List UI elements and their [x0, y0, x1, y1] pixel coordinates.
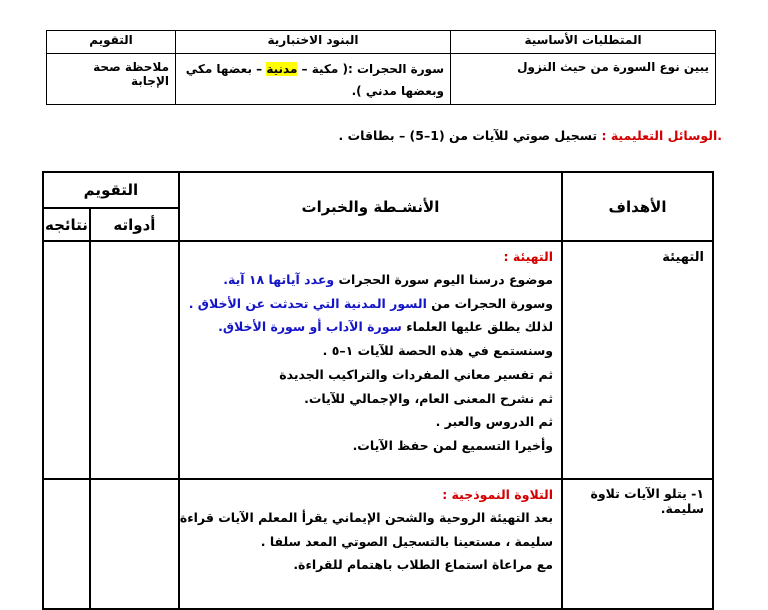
recitation-line: مع مراعاة استماع الطلاب باهتمام للقراءة.	[293, 557, 554, 573]
resources-text: تسجيل صوتي للآيات من (1–5) – بطاقات .	[338, 128, 598, 143]
recitation-line: سليمة ، مستعينا بالتسجيل الصوتي المعد سلفا .	[260, 533, 554, 549]
header-test-items: البنود الاختبارية	[176, 31, 451, 54]
resources-line	[339, 128, 723, 143]
evaluation-cell: ملاحظة صحة الإجابة	[47, 54, 176, 105]
warmup-line: ثم الدروس والعبر .	[435, 414, 554, 430]
warmup-line: وسنستمع في هذه الحصة للآيات ١–٥ .	[322, 343, 554, 359]
activities-recitation	[179, 479, 562, 609]
tools-cell-warmup	[90, 241, 179, 479]
recitation-title: التلاوة النموذجية :	[442, 487, 554, 502]
warmup-line: ثم نشرح المعنى العام، والإجمالي للآيات.	[304, 390, 554, 406]
activities-header: الأنشـطة والخبرات	[179, 172, 562, 241]
tools-cell-recitation	[90, 479, 179, 609]
goal-warmup: التهيئة	[562, 241, 713, 479]
warmup-line: ثم تفسير معاني المفردات والتراكيب الجديدة	[279, 366, 554, 382]
warmup-line: لذلك يطلق عليها العلماء سورة الآداب أو سورة الأخلاق.	[218, 319, 554, 335]
warmup-line: وأخيرا التسميع لمن حفظ الآيات.	[352, 437, 554, 453]
resources-label: .الوسائل التعليمية :	[597, 128, 722, 143]
lesson-plan-table	[42, 171, 714, 610]
test-item-prefix: سورة الحجرات :( مكية –	[297, 62, 444, 76]
evaluation-header: التقويم	[43, 172, 179, 208]
requirement-cell: يبين نوع السورة من حيث النزول	[451, 54, 716, 105]
goal-recitation: ١- يتلو الآيات تلاوة سليمة.	[562, 479, 713, 609]
header-requirements: المتطلبات الأساسية	[451, 31, 716, 54]
test-item-line2: وبعضها مدني ).	[351, 84, 444, 98]
results-header: نتائجه	[43, 208, 90, 241]
tools-header: أدواته	[90, 208, 179, 241]
results-cell-recitation	[43, 479, 90, 609]
highlighted-answer: مدنية	[266, 62, 298, 76]
recitation-line: بعد التهيئة الروحية والشحن الإيماني يقرأ المعلم الآيات قراءة	[179, 510, 554, 525]
test-item-cell	[176, 54, 451, 105]
warmup-line: موضوع درسنا اليوم سورة الحجرات وعدد آياتها ١٨ آية.	[223, 272, 554, 287]
results-cell-warmup	[43, 241, 90, 479]
activities-warmup	[179, 241, 562, 479]
test-item-suffix: – بعضها مكي	[185, 62, 267, 76]
requirements-table	[46, 30, 716, 105]
header-evaluation: التقويم	[47, 31, 176, 54]
warmup-line: وسورة الحجرات من السور المدنية التي تحدثت عن الأخلاق .	[188, 295, 554, 311]
warmup-title: التهيئة :	[503, 249, 554, 264]
goals-header: الأهداف	[562, 172, 713, 241]
